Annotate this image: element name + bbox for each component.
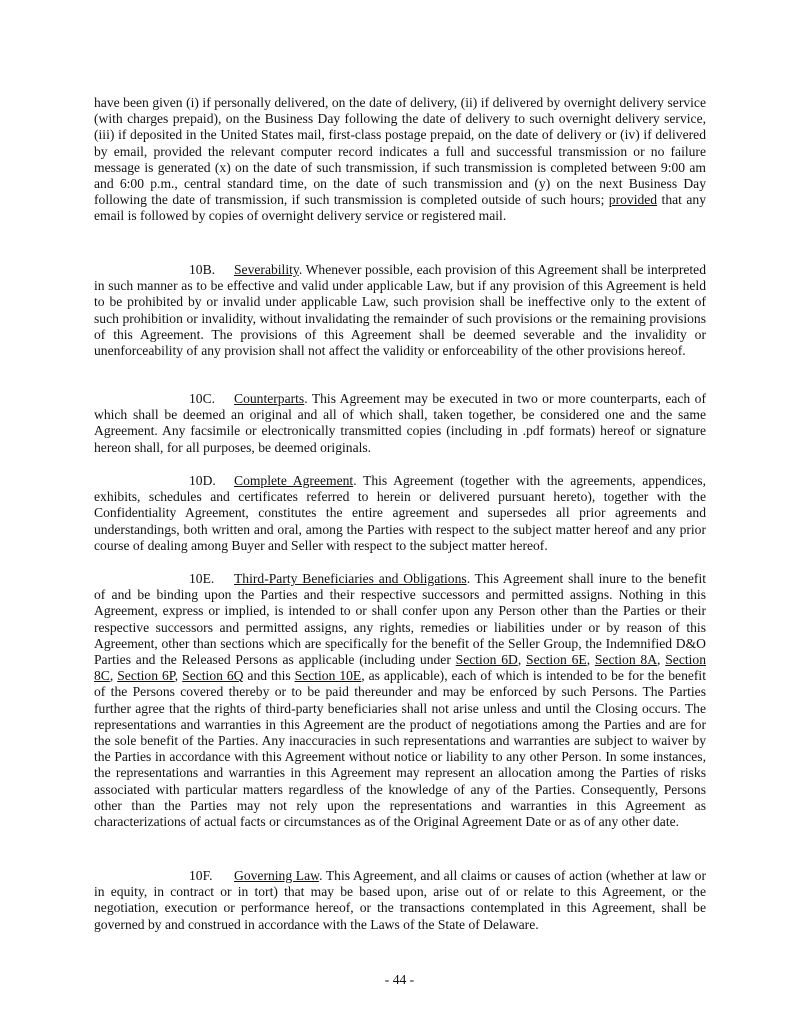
body-text: , [109,668,118,684]
cross-reference: Section 6P [117,668,175,684]
body-text: and this [243,668,295,684]
page-number: - 44 - [384,972,415,987]
section-10b-severability [94,262,706,359]
body-text: . This Agreement shall inure to the benefit of and be binding upon the Parties and their respective successors and permitted assigns. Nothing in this Agreement, express or implied, is intended to or shall confer upon any Person other than the Parties or their respective successors and permitted assigns, any rights, remedies or liabilities under or by reason of this Agreement, other than sections which are specifically for the benefit of the Seller Group, the Indemnified D&O Parties and the Released Persons as applicable (including under [94,571,706,668]
section-10d-complete-agreement [94,473,706,554]
cross-reference: Section 6E [526,652,587,668]
section-number: 10F. [189,868,213,883]
body-text: , [586,652,595,668]
section-number: 10B. [189,262,216,277]
body-text: , as applicable), each of which is intended to be for the benefit of the Persons covered thereby or to be paid thereunder and may be enforced by such Persons. The Parties further agree that the rights of third-party beneficiaries shall not arise unless and until the Closing occurs. The representations and warranties in this Agreement are the product of negotiations among the Parties and are for the sole benefit of the Parties. Any inaccuracies in such representations and warranties are subject to waiver by the Parties in accordance with this Agreement without notice or liability to any other Person. In some instances, the representations and warranties in this Agreement may represent an allocation among the Parties of risks associated with particular matters regardless of the knowledge of any of the Parties. Consequently, Persons other than the Parties may not rely upon the representations and warranties in this Agreement as characterizations of actual facts or circumstances as of the Original Agreement Date or as of any other date. [94,668,706,830]
section-heading: Third-Party Beneficiaries and Obligations [234,571,467,586]
body-text: . This Agreement, and all claims or causes of action (whether at law or in equity, in contract or in tort) that may be based upon, arise out of or relate to this Agreement, or the negotiation, execution or performance hereof, or the transactions contemplated in this Agreement, shall be governed by and construed in accordance with the Laws of the State of Delaware. [94,868,706,932]
section-10e-third-party-beneficiaries [94,571,706,830]
body-text: have been given (i) if personally delivered, on the date of delivery, (ii) if delivered by overnight delivery service (with charges prepaid), on the Business Day following the date of delivery to such overnight delivery service, (iii) if deposited in the United States mail, first-class postage prepaid, on the date of delivery or (iv) if delivered by email, provided the relevant computer record indicates a full and successful transmission or no failure message is generated (x) on the date of such transmission, if such transmission is completed between 9:00 am and 6:00 p.m., central standard time, on the date of such transmission and (y) on the next Business Day following the date of transmission, if such transmission is completed outside of such hours; [94,95,706,208]
section-heading: Governing Law [234,868,320,883]
section-heading: Severability [234,262,299,277]
cross-reference: Section 6D [455,652,518,668]
cross-reference: Section 8C [94,652,707,684]
body-text: . Whenever possible, each provision of this Agreement shall be interpreted in such manner as to be effective and valid under applicable Law, but if any provision of this Agreement is held to be prohibited by or invalid under applicable Law, such provision shall be ineffective only to the extent of such prohibition or invalidity, without invalidating the remainder of such provisions or the remaining provisions of this Agreement. The provisions of this Agreement shall be deemed severable and the invalidity or unenforceability of any provision shall not affect the validity or enforceability of the other provisions hereof. [94,262,706,359]
section-10c-counterparts [94,391,706,456]
cross-reference: Section 10E [294,668,362,684]
section-10f-governing-law [94,868,706,933]
cross-reference: Section 8A [594,652,658,668]
body-text: , [657,652,666,668]
body-text: . This Agreement (together with the agreements, appendices, exhibits, schedules and certificates referred to herein or delivered pursuant hereto), together with the Confidentiality Agreement, constitutes the entire agreement and supersedes all prior agreements and understandings, both written and oral, among the Parties with respect to the subject matter hereof and any prior course of dealing among Buyer and Seller with respect to the subject matter hereof. [94,473,706,553]
body-text: , [174,668,183,684]
section-number: 10D. [189,473,216,488]
body-text: . This Agreement may be executed in two or more counterparts, each of which shall be deemed an original and all of which shall, taken together, be considered one and the same Agreement. Any facsimile or electronically transmitted copies (including in .pdf formats) hereof or signature hereon shall, for all purposes, be deemed originals. [94,391,706,455]
section-heading: Counterparts [234,391,305,406]
section-number: 10E. [189,571,215,586]
body-text: , [517,652,527,668]
section-number: 10C. [189,391,216,406]
section-heading: Complete Agreement [234,473,354,488]
cross-reference: provided [608,192,658,208]
paragraph-notice-continued [94,95,706,225]
body-text: that any email is followed by copies of overnight delivery service or registered mail. [94,192,706,224]
cross-reference: Section 6Q [182,668,244,684]
